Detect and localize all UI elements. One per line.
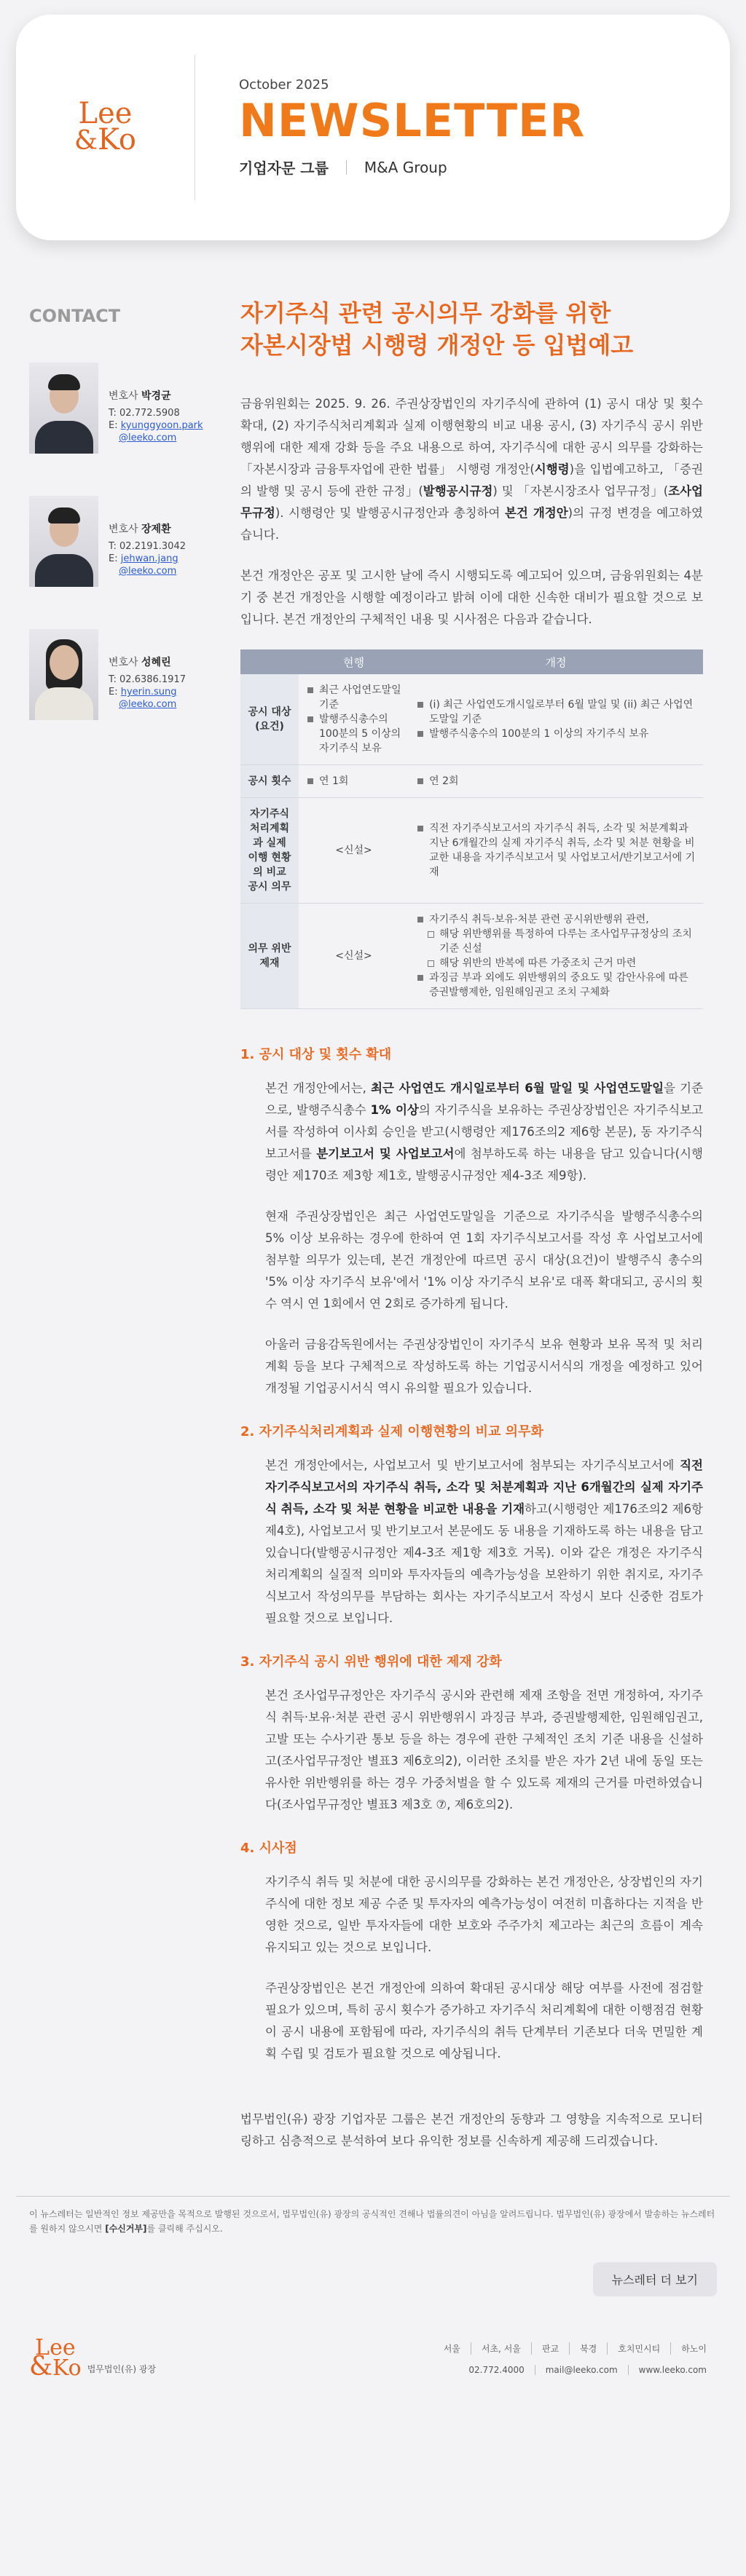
disclaimer: 이 뉴스레터는 일반적인 정보 제공만을 목적으로 발행된 것으로서, 법무법인(유) 광장의 공식적인 견해나 법률의견이 아님을 알려드립니다. 법무법인(유) 광장에서 발송하는 뉴스레터를 원하지 않으시면 [수신거부]를 클릭해 주십시오. (29, 2209, 715, 2234)
column-header-current: 현행 (299, 649, 409, 674)
table-row: 의무 위반 제재 <신설> 자기주식 취득·보유·처분 관련 공시위반행위 관련, 해당 위반행위를 특정하여 다루는 조사업무규정상의 조치 기준 신설 해당 위반의 반복에 따른 가중조치 근거 마련 과징금 부과 외에도 위반행위의 중요도 및 감안사유에 따른 증권발행제한, 임원해임권고 조치 구체화 (240, 904, 703, 1009)
page-footer (29, 2326, 717, 2391)
lawyer-photo (29, 629, 98, 720)
newsletter-title: NEWSLETTER (239, 94, 586, 147)
lawyer-email-domain-link[interactable]: @leeko.com (119, 432, 177, 443)
table-row: 공시 횟수 연 1회 연 2회 (240, 765, 703, 798)
section-heading: 3. 자기주식 공시 위반 행위에 대한 제재 강화 (240, 1654, 502, 1670)
firm-contacts (433, 2365, 717, 2375)
table-row: 공시 대상(요건) 최근 사업연도말일 기준 발행주식총수의 100분의 5 이상의 자기주식 보유 (i) 최근 사업연도개시일로부터 6월 말일 및 (ii) 최근 사업연도말일 기준 발행주식총수의 100분의 1 이상의 자기주식 보유 (240, 674, 703, 765)
firm-email-link[interactable]: mail@leeko.com (535, 2365, 628, 2375)
lawyer-phone: T: 02.6386.1917 (109, 674, 186, 685)
practice-subgroup: M&A Group (364, 158, 447, 176)
lawyer-name: 장제환 (141, 524, 171, 535)
contact-card: 변호사 박경균 T: 02.772.5908 E: kyunggyoon.park @leeko.com (29, 363, 211, 454)
unsubscribe-link[interactable]: [수신거부] (105, 2224, 147, 2234)
practice-group: 기업자문 그룹 (239, 159, 329, 177)
column-header-revised: 개정 (409, 649, 703, 674)
more-newsletters-button[interactable]: 뉴스레터 더 보기 (593, 2262, 717, 2296)
firm-website-link[interactable]: www.leeko.com (628, 2365, 717, 2375)
section-heading: 1. 공시 대상 및 횟수 확대 (240, 1047, 392, 1062)
firm-logo: Lee &Ko (74, 97, 136, 157)
section-heading: 4. 시사점 (240, 1841, 297, 1856)
article-title: 자기주식 관련 공시의무 강화를 위한 자본시장법 시행령 개정안 등 입법예고 (240, 299, 634, 359)
lawyer-email-link[interactable]: kyunggyoon.park (120, 420, 203, 431)
newsletter-header (16, 15, 730, 240)
footer-logo: Lee &Ko 법무법인(유) 광장 (29, 2335, 157, 2382)
lawyer-email-domain-link[interactable]: @leeko.com (119, 699, 177, 710)
contact-heading: CONTACT (29, 306, 121, 326)
contact-card: 변호사 성혜린 T: 02.6386.1917 E: hyerin.sung @leeko.com (29, 629, 211, 720)
table-row: 자기주식처리계획과 실제 이행 현황의 비교 공시 의무 <신설> 직전 자기주식보고서의 자기주식 취득, 소각 및 처분계획과 지난 6개월간의 실제 자기주식 취득, 소각 및 처분 현황을 비교한 내용을 자기주식보고서 및 사업보고서/반기보고서에 기재 (240, 798, 703, 904)
lawyer-email-link[interactable]: hyerin.sung (120, 687, 177, 698)
intro-paragraph: 금융위원회는 2025. 9. 26. 주권상장법인의 자기주식에 관하여 (1) 공시 대상 및 횟수 확대, (2) 자기주식처리계획과 실제 이행현황의 비교 내용 공시, (3) 자기주식 공시 위반행위에 대한 제재 강화 등을 주요 내용으로 하여, 자기주식에 대한 공시 의무를 강화하는 「자본시장과 금융투자업에 관한 법률」 시행령 개정안(시행령)을 입법예고하고, 「증권의 발행 및 공시 등에 관한 규정」(발행공시규정) 및 「자본시장조사 업무규정」(조사업무규정). 시행령안 및 발행공시규정안과 총칭하여 본건 개정안)의 규정 변경을 예고하였습니다. (240, 397, 704, 542)
contact-sidebar (0, 306, 211, 2152)
lawyer-photo (29, 496, 98, 587)
lawyer-email-domain-link[interactable]: @leeko.com (119, 566, 177, 577)
lawyer-name: 박경균 (141, 390, 171, 402)
article-content: 자기주식 관련 공시의무 강화를 위한 자본시장법 시행령 개정안 등 입법예고 금융위원회는 2025. 9. 26. 주권상장법인의 자기주식에 관하여 (1) 공시 대상 및 횟수 확대, (2) 자기주식처리계획과 실제 이행현황의 비교 내용 공시, (3) 자기주식 공시 위반행위에 대한 제재 강화 등을 주요 내용으로 하여, 자기주식에 대한 공시 의무를 강화하는 「자본시장과 금융투자업에 관한 법률」 시행령 개정안(시행령)을 입법예고하고, 「증권의 발행 및 공시 등에 관한 규정」(발행공시규정) 및 「자본시장조사 업무규정」(조사업무규정). 시행령안 및 발행공시규정안과 총칭하여 본건 개정안)의 규정 변경을 예고하였습니다. 본건 개정안은 공포 및 고시한 날에 즉시 시행되도록 예고되어 있으며, 금융위원회는 4분기 중 본건 개정안을 시행할 예정이라고 밝혀 이에 대한 신속한 대비가 필요할 것으로 보입니다. 본건 개정안의 구체적인 내용 및 시사점은 다음과 같습니다. 현행 개정 공시 대상(요건) 최근 사업연도말일 기준 발행주식총수의 100분의 5 이상의 자기주식 보유 (i) 최근 사업연도개시일로부터 6월 말일 및 (ii) 최근 사업연도말일 기준 발행주식총수의 100분의 1 이상의 자기주식 보유 공시 횟수 연 1회 연 2회 자기주식처리계획과 실제 이행 현황의 비교 공시 의무 <신설> 직전 자기주식보고서의 자기주식 취득, 소각 및 처분계획과 지난 6개월간의 실제 자기주식 취득, 소각 및 처분 현황을 비교한 내용을 자기주식보고서 및 사업보고서/반기보고서에 기재 의무 위반 제재 <신설> 자기주식 취득·보유·처분 관련 공시위반행위 관련, 해당 위반행위를 특정하여 다루는 조사업무규정상의 조치 기준 신설 해당 위반의 반복에 따른 가중조치 근거 마련 과징금 부과 외에도 위반행위의 중요도 및 감안사유에 따른 증권발행제한, 임원해임권고 조치 구체화 1. 공시 대상 및 횟수 확대 본건 개정안에서는, 최근 사업연도 개시일로부터 6월 말일 및 사업연도말일을 기준으로, 발행주식총수 1% 이상의 자기주식을 보유하는 주권상장법인은 자기주식보고서를 작성하여 이사회 승인을 받고(시행령안 제176조의2 제6항 본문), 동 자기주식보고서를 분기보고서 및 사업보고서에 첨부하도록 하는 내용을 담고 있습니다(시행령안 제170조 제3항 제1호, 발행공시규정안 제4-3조 제9항). 현재 주권상장법인은 최근 사업연도말일을 기준으로 자기주식을 발행주식총수의 5% 이상 보유하는 경우에 한하여 연 1회 자기주식보고서를 작성 후 사업보고서에 첨부할 의무가 있는데, 본건 개정안에 따르면 공시 대상(요건)이 발행주식 총수의 '5% 이상 자기주식 보유'에서 '1% 이상 자기주식 보유'로 대폭 확대되고, 공시의 횟수 역시 연 1회에서 연 2회로 증가하게 됩니다. 아울러 금융감독원에서는 주권상장법인이 자기주식 보유 현황과 보유 목적 및 처리계획 등을 보다 구체적으로 작성하도록 하는 기업공시서식의 개정을 예정하고 있어 개정될 기업공시서식 역시 유의할 필요가 있습니다. 2. 자기주식처리계획과 실제 이행현황의 비교 의무화 본건 개정안에서는, 사업보고서 및 반기보고서에 첨부되는 자기주식보고서에 직전 자기주식보고서의 자기주식 취득, 소각 및 처분계획과 지난 6개월간의 실제 자기주식 취득, 소각 및 처분 현황을 비교한 내용을 기재하고(시행령안 제176조의2 제6항 제4호), 사업보고서 및 반기보고서 본문에도 동 내용을 기재하도록 하는 내용을 담고 있습니다(발행공시규정안 제4-3조 제1항 제3호 거목). 이와 같은 개정은 자기주식처리계획의 실질적 의미와 투자자들의 예측가능성을 보완하기 위한 취지로, 자기주식보고서 작성의무를 부담하는 회사는 자기주식보고서 작성시 보다 신중한 검토가 필요할 것으로 보입니다. 3. 자기주식 공시 위반 행위에 대한 제재 강화 본건 조사업무규정안은 자기주식 공시와 관련해 제재 조항을 전면 개정하여, 자기주식 취득·보유·처분 관련 공시 위반행위시 과징금 부과, 증권발행제한, 임원해임권고, 고발 또는 수사기관 통보 등을 하는 경우에 관한 구체적인 조치 기준 내용을 신설하고(조사업무규정안 별표3 제6호의2), 이러한 조치를 받은 자가 2년 내에 동일 또는 유사한 위반행위를 하는 경우 가중처벌을 할 수 있도록 제재의 근거를 마련하였습니다(조사업무규정안 별표3 제3호 ⑦, 제6호의2). 4. 시사점 자기주식 취득 및 처분에 대한 공시의무를 강화하는 본건 개정안은, 상장법인의 자기주식에 대한 정보 제공 수준 및 투자자의 예측가능성이 여전히 미흡하다는 지적을 반영한 것으로, 일반 투자자들에 대한 보호와 주주가치 제고라는 최근의 흐름이 계속 유지되고 있는 것으로 보입니다. 주권상장법인은 본건 개정안에 의하여 확대된 공시대상 해당 여부를 사전에 점검할 필요가 있으며, 특히 공시 횟수가 증가하고 자기주식 처리계획에 대한 이행점검 현황이 공시 내용에 포함됨에 따라, 자기주식의 취득 단계부터 기존보다 더욱 면밀한 계획 수립 및 검토가 필요할 것으로 예상됩니다. 법무법인(유) 광장 기업자문 그룹은 본건 개정안의 동향과 그 영향을 지속적으로 모니터링하고 심층적으로 분석하여 보다 유익한 정보를 신속하게 제공해 드리겠습니다. (211, 306, 703, 2152)
office-list: 서울 서초, 서울 판교 북경 호치민시티 하노이 (433, 2342, 717, 2355)
lawyer-email-link[interactable]: jehwan.jang (120, 553, 178, 564)
contact-card: 변호사 장제환 T: 02.2191.3042 E: jehwan.jang @leeko.com (29, 496, 211, 587)
issue-date: October 2025 (239, 77, 329, 92)
firm-name: 법무법인(유) 광장 (87, 2363, 157, 2374)
section-heading: 2. 자기주식처리계획과 실제 이행현황의 비교 의무화 (240, 1424, 543, 1439)
lawyer-name: 성혜린 (141, 657, 171, 668)
comparison-table (240, 649, 703, 1009)
firm-phone: 02.772.4000 (468, 2364, 525, 2375)
lawyer-phone: T: 02.772.5908 (109, 408, 180, 419)
closing-paragraph: 법무법인(유) 광장 기업자문 그룹은 본건 개정안의 동향과 그 영향을 지속적으로 모니터링하고 심층적으로 분석하여 보다 유익한 정보를 신속하게 제공해 드리겠습니다. (240, 2112, 703, 2148)
intro-paragraph: 본건 개정안은 공포 및 고시한 날에 즉시 시행되도록 예고되어 있으며, 금융위원회는 4분기 중 본건 개정안을 시행할 예정이라고 밝혀 이에 대한 신속한 대비가 필요할 것으로 보입니다. 본건 개정안의 구체적인 내용 및 시사점은 다음과 같습니다. (240, 569, 703, 626)
lawyer-phone: T: 02.2191.3042 (109, 541, 186, 552)
lawyer-photo (29, 363, 98, 454)
